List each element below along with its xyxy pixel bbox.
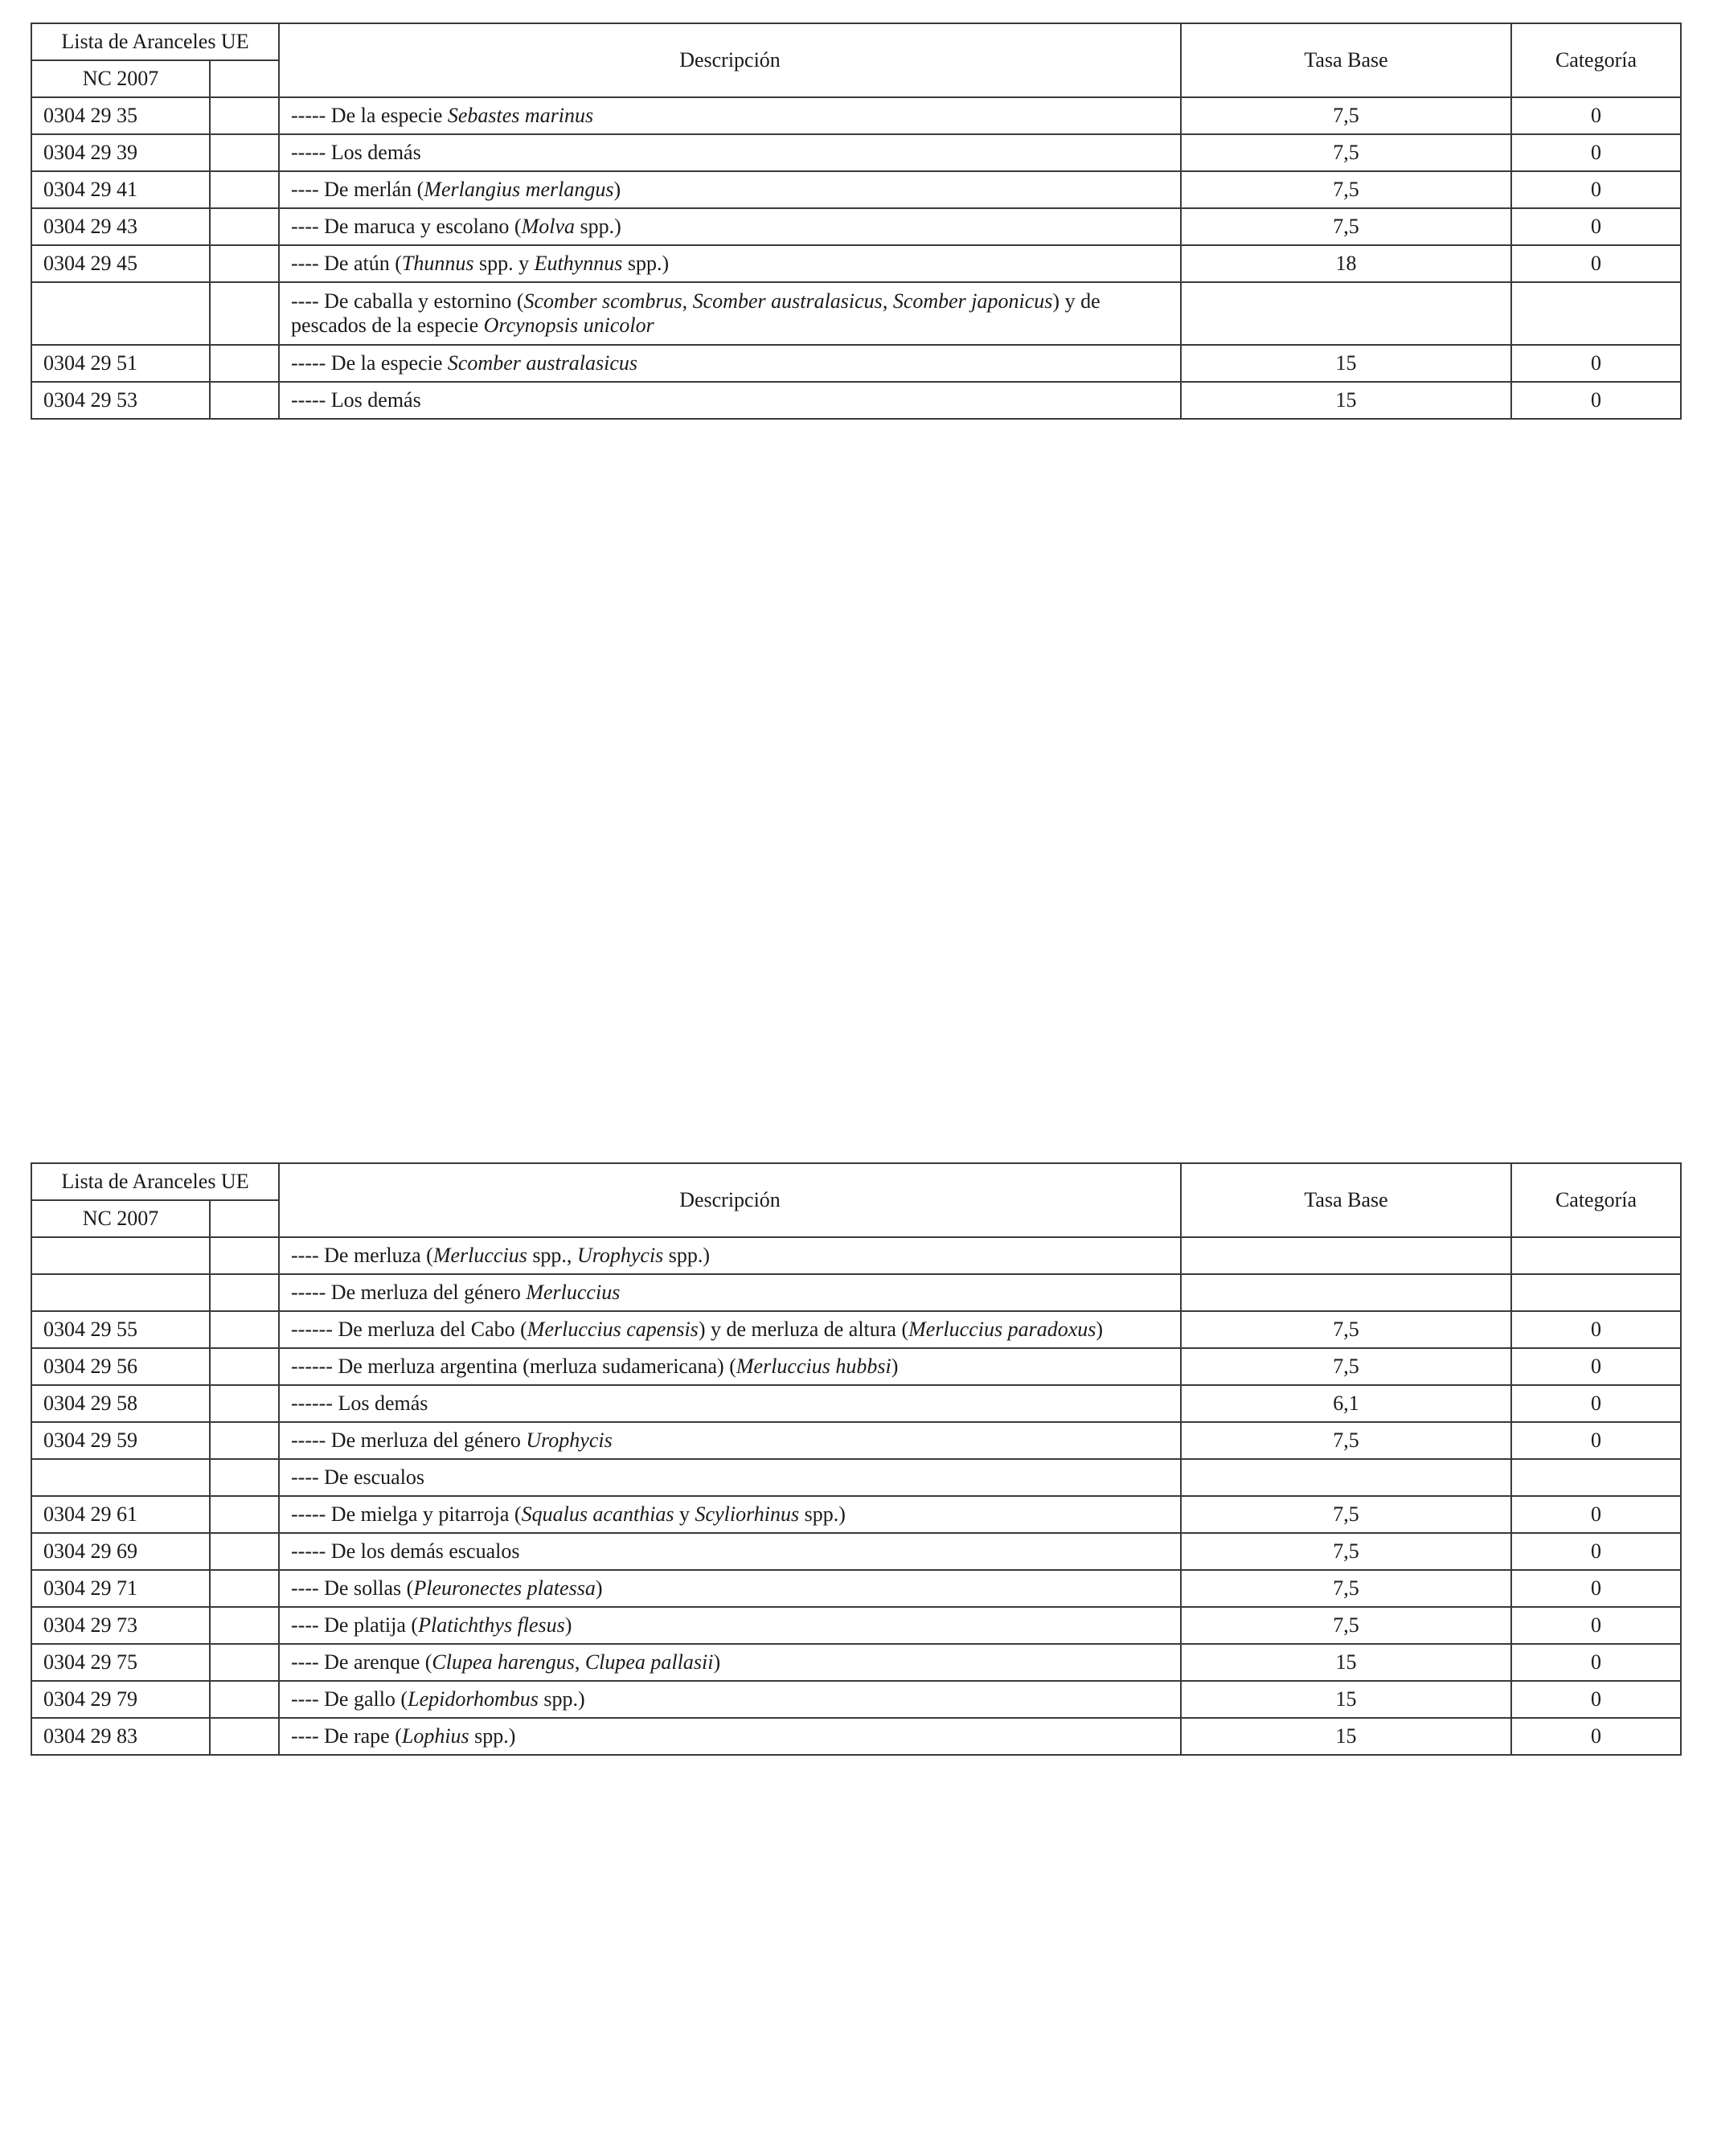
description-cell	[279, 1311, 1181, 1348]
base-rate-cell: 7,5	[1181, 97, 1511, 134]
table-row	[31, 345, 1681, 382]
cn-code-cell: 0304 29 39	[31, 134, 210, 171]
species-name: Orcynopsis unicolor	[483, 314, 654, 337]
description-text: ---- De platija (	[291, 1613, 419, 1637]
description-text: ---- De maruca y escolano (	[291, 215, 522, 238]
blank-cell	[210, 1348, 279, 1385]
header-category: Categoría	[1511, 23, 1681, 97]
description-cell	[279, 282, 1181, 345]
cn-code-cell: 0304 29 73	[31, 1607, 210, 1644]
blank-cell	[210, 1607, 279, 1644]
species-name: Scomber australasicus	[692, 289, 883, 313]
blank-cell	[210, 1422, 279, 1459]
description-text: ---- De atún (	[291, 252, 402, 275]
description-text: ) y de merluza de altura (	[698, 1318, 909, 1341]
base-rate-cell	[1181, 282, 1511, 345]
table-row	[31, 1644, 1681, 1681]
description-cell	[279, 1422, 1181, 1459]
category-cell: 0	[1511, 1718, 1681, 1755]
species-name: Scyliorhinus	[695, 1502, 800, 1526]
description-text: spp.,	[527, 1244, 577, 1267]
description-text: spp.)	[469, 1724, 516, 1748]
category-cell	[1511, 282, 1681, 345]
description-cell	[279, 1607, 1181, 1644]
species-name: Squalus acanthias	[521, 1502, 674, 1526]
species-name: Merluccius	[432, 1244, 527, 1267]
blank-cell	[210, 171, 279, 208]
description-text: spp.)	[622, 252, 670, 275]
header-description: Descripción	[279, 1163, 1181, 1237]
base-rate-cell: 6,1	[1181, 1385, 1511, 1422]
blank-cell	[210, 1570, 279, 1607]
category-cell: 0	[1511, 134, 1681, 171]
description-text: ) y de pescados de la especie	[291, 289, 1100, 337]
species-name: Merluccius paradoxus	[908, 1318, 1096, 1341]
description-text: ---- De arenque (	[291, 1650, 432, 1674]
base-rate-cell	[1181, 1237, 1511, 1274]
header-category: Categoría	[1511, 1163, 1681, 1237]
species-name: Scomber australasicus	[447, 351, 638, 375]
description-text: ---- De merlán (	[291, 178, 424, 201]
description-cell	[279, 382, 1181, 419]
description-text: spp.)	[663, 1244, 711, 1267]
category-cell: 0	[1511, 208, 1681, 245]
blank-cell	[210, 282, 279, 345]
table-header	[31, 23, 1681, 97]
category-cell	[1511, 1237, 1681, 1274]
cn-code-cell	[31, 1459, 210, 1496]
header-description: Descripción	[279, 23, 1181, 97]
base-rate-cell: 15	[1181, 345, 1511, 382]
cn-code-cell: 0304 29 69	[31, 1533, 210, 1570]
table-row	[31, 1237, 1681, 1274]
description-cell	[279, 1274, 1181, 1311]
category-cell: 0	[1511, 171, 1681, 208]
species-name: Pleuronectes platessa	[413, 1576, 596, 1600]
header-nc: NC 2007	[31, 60, 210, 97]
blank-cell	[210, 1237, 279, 1274]
description-text: ------ De merluza argentina (merluza sudamericana) (	[291, 1355, 736, 1378]
base-rate-cell: 7,5	[1181, 1348, 1511, 1385]
table-row	[31, 1681, 1681, 1718]
table-row	[31, 1607, 1681, 1644]
description-text: ,	[682, 289, 693, 313]
species-name: Scomber japonicus	[892, 289, 1053, 313]
blank-cell	[210, 1459, 279, 1496]
description-cell	[279, 97, 1181, 134]
cn-code-cell: 0304 29 41	[31, 171, 210, 208]
description-text: ------ Los demás	[291, 1392, 428, 1415]
description-text: spp.)	[575, 215, 621, 238]
description-cell	[279, 1237, 1181, 1274]
species-name: Euthynnus	[534, 252, 623, 275]
cn-code-cell: 0304 29 83	[31, 1718, 210, 1755]
cn-code-cell: 0304 29 53	[31, 382, 210, 419]
base-rate-cell: 7,5	[1181, 1570, 1511, 1607]
category-cell: 0	[1511, 245, 1681, 282]
description-text: ---- De escualos	[291, 1465, 425, 1489]
base-rate-cell: 7,5	[1181, 1607, 1511, 1644]
table-row	[31, 1311, 1681, 1348]
base-rate-cell: 7,5	[1181, 208, 1511, 245]
blank-cell	[210, 245, 279, 282]
category-cell: 0	[1511, 1348, 1681, 1385]
description-cell	[279, 208, 1181, 245]
description-cell	[279, 1681, 1181, 1718]
description-text: y	[674, 1502, 695, 1526]
blank-cell	[210, 1533, 279, 1570]
description-cell	[279, 1644, 1181, 1681]
description-text: ----- De los demás escualos	[291, 1539, 520, 1563]
blank-cell	[210, 1496, 279, 1533]
description-text: )	[1096, 1318, 1104, 1341]
base-rate-cell: 7,5	[1181, 1311, 1511, 1348]
cn-code-cell	[31, 282, 210, 345]
cn-code-cell: 0304 29 45	[31, 245, 210, 282]
table-row	[31, 1459, 1681, 1496]
blank-cell	[210, 1385, 279, 1422]
description-cell	[279, 134, 1181, 171]
header-list: Lista de Aranceles UE	[31, 23, 279, 60]
description-text: ,	[574, 1650, 585, 1674]
description-text: )	[564, 1613, 572, 1637]
species-name: Scomber scombrus	[523, 289, 682, 313]
species-name: Molva	[521, 215, 575, 238]
base-rate-cell: 15	[1181, 382, 1511, 419]
blank-cell	[210, 382, 279, 419]
species-name: Merluccius hubbsi	[736, 1355, 891, 1378]
table-row	[31, 245, 1681, 282]
base-rate-cell	[1181, 1459, 1511, 1496]
description-text: ---- De rape (	[291, 1724, 402, 1748]
cn-code-cell	[31, 1274, 210, 1311]
cn-code-cell: 0304 29 51	[31, 345, 210, 382]
table-row	[31, 1570, 1681, 1607]
species-name: Merlangius merlangus	[424, 178, 614, 201]
description-text: ----- De merluza del género	[291, 1428, 527, 1452]
table-row	[31, 171, 1681, 208]
category-cell: 0	[1511, 1607, 1681, 1644]
table-row	[31, 1718, 1681, 1755]
base-rate-cell: 7,5	[1181, 1422, 1511, 1459]
table-row	[31, 1422, 1681, 1459]
base-rate-cell: 7,5	[1181, 171, 1511, 208]
description-cell	[279, 1496, 1181, 1533]
category-cell: 0	[1511, 1681, 1681, 1718]
header-nc: NC 2007	[31, 1200, 210, 1237]
description-text: ---- De caballa y estornino (	[291, 289, 524, 313]
species-name: Merluccius capensis	[527, 1318, 699, 1341]
species-name: Platichthys flesus	[418, 1613, 565, 1637]
table-body	[31, 97, 1681, 419]
category-cell: 0	[1511, 1385, 1681, 1422]
base-rate-cell: 18	[1181, 245, 1511, 282]
tariff-table-1	[31, 23, 1682, 420]
description-text: ----- Los demás	[291, 388, 421, 412]
category-cell: 0	[1511, 1422, 1681, 1459]
blank-cell	[210, 345, 279, 382]
cn-code-cell: 0304 29 35	[31, 97, 210, 134]
description-text: ----- De la especie	[291, 104, 448, 127]
category-cell	[1511, 1274, 1681, 1311]
species-name: Lophius	[401, 1724, 469, 1748]
table-row	[31, 208, 1681, 245]
species-name: Thunnus	[401, 252, 474, 275]
category-cell	[1511, 1459, 1681, 1496]
description-text: )	[595, 1576, 603, 1600]
cn-code-cell: 0304 29 79	[31, 1681, 210, 1718]
description-text: )	[613, 178, 621, 201]
tariff-table-2	[31, 1162, 1682, 1756]
species-name: Clupea harengus	[432, 1650, 575, 1674]
blank-cell	[210, 1311, 279, 1348]
species-name: Merluccius	[526, 1281, 621, 1304]
table-header	[31, 1163, 1681, 1237]
cn-code-cell: 0304 29 75	[31, 1644, 210, 1681]
description-text: ,	[882, 289, 893, 313]
cn-code-cell: 0304 29 43	[31, 208, 210, 245]
description-cell	[279, 1718, 1181, 1755]
table-row	[31, 1496, 1681, 1533]
cn-code-cell: 0304 29 61	[31, 1496, 210, 1533]
cn-code-cell: 0304 29 58	[31, 1385, 210, 1422]
blank-cell	[210, 97, 279, 134]
species-name: Lepidorhombus	[408, 1687, 539, 1711]
category-cell: 0	[1511, 345, 1681, 382]
description-text: )	[713, 1650, 721, 1674]
description-cell	[279, 1570, 1181, 1607]
description-cell	[279, 1385, 1181, 1422]
description-text: ------ De merluza del Cabo (	[291, 1318, 527, 1341]
description-text: ---- De sollas (	[291, 1576, 414, 1600]
description-text: spp.)	[538, 1687, 585, 1711]
description-text: ----- De la especie	[291, 351, 448, 375]
table-body	[31, 1237, 1681, 1755]
blank-cell	[210, 134, 279, 171]
blank-cell	[210, 208, 279, 245]
category-cell: 0	[1511, 1533, 1681, 1570]
species-name: Clupea pallasii	[584, 1650, 714, 1674]
table-row	[31, 1348, 1681, 1385]
category-cell: 0	[1511, 382, 1681, 419]
description-cell	[279, 1348, 1181, 1385]
description-cell	[279, 245, 1181, 282]
cn-code-cell: 0304 29 71	[31, 1570, 210, 1607]
category-cell: 0	[1511, 1311, 1681, 1348]
header-rate: Tasa Base	[1181, 23, 1511, 97]
cn-code-cell	[31, 1237, 210, 1274]
description-cell	[279, 345, 1181, 382]
cn-code-cell: 0304 29 55	[31, 1311, 210, 1348]
table-row	[31, 382, 1681, 419]
table-row	[31, 134, 1681, 171]
base-rate-cell	[1181, 1274, 1511, 1311]
description-cell	[279, 171, 1181, 208]
header-blank	[210, 60, 279, 97]
category-cell: 0	[1511, 1496, 1681, 1533]
base-rate-cell: 7,5	[1181, 1533, 1511, 1570]
blank-cell	[210, 1274, 279, 1311]
category-cell: 0	[1511, 1644, 1681, 1681]
category-cell: 0	[1511, 97, 1681, 134]
table-row	[31, 282, 1681, 345]
base-rate-cell: 7,5	[1181, 134, 1511, 171]
header-rate: Tasa Base	[1181, 1163, 1511, 1237]
base-rate-cell: 15	[1181, 1718, 1511, 1755]
species-name: Sebastes marinus	[447, 104, 594, 127]
description-text: spp. y	[473, 252, 535, 275]
table-row	[31, 1274, 1681, 1311]
description-text: spp.)	[799, 1502, 846, 1526]
base-rate-cell: 7,5	[1181, 1496, 1511, 1533]
description-text: ----- De merluza del género	[291, 1281, 527, 1304]
description-text: ----- De mielga y pitarroja (	[291, 1502, 522, 1526]
blank-cell	[210, 1681, 279, 1718]
description-cell	[279, 1533, 1181, 1570]
table-row	[31, 97, 1681, 134]
header-blank	[210, 1200, 279, 1237]
table-row	[31, 1385, 1681, 1422]
header-list: Lista de Aranceles UE	[31, 1163, 279, 1200]
species-name: Urophycis	[576, 1244, 664, 1267]
description-cell	[279, 1459, 1181, 1496]
description-text: ---- De gallo (	[291, 1687, 408, 1711]
description-text: ----- Los demás	[291, 141, 421, 164]
blank-cell	[210, 1644, 279, 1681]
blank-cell	[210, 1718, 279, 1755]
category-cell: 0	[1511, 1570, 1681, 1607]
cn-code-cell: 0304 29 56	[31, 1348, 210, 1385]
description-text: ---- De merluza (	[291, 1244, 433, 1267]
cn-code-cell: 0304 29 59	[31, 1422, 210, 1459]
table-row	[31, 1533, 1681, 1570]
base-rate-cell: 15	[1181, 1681, 1511, 1718]
description-text: )	[891, 1355, 899, 1378]
species-name: Urophycis	[526, 1428, 613, 1452]
base-rate-cell: 15	[1181, 1644, 1511, 1681]
